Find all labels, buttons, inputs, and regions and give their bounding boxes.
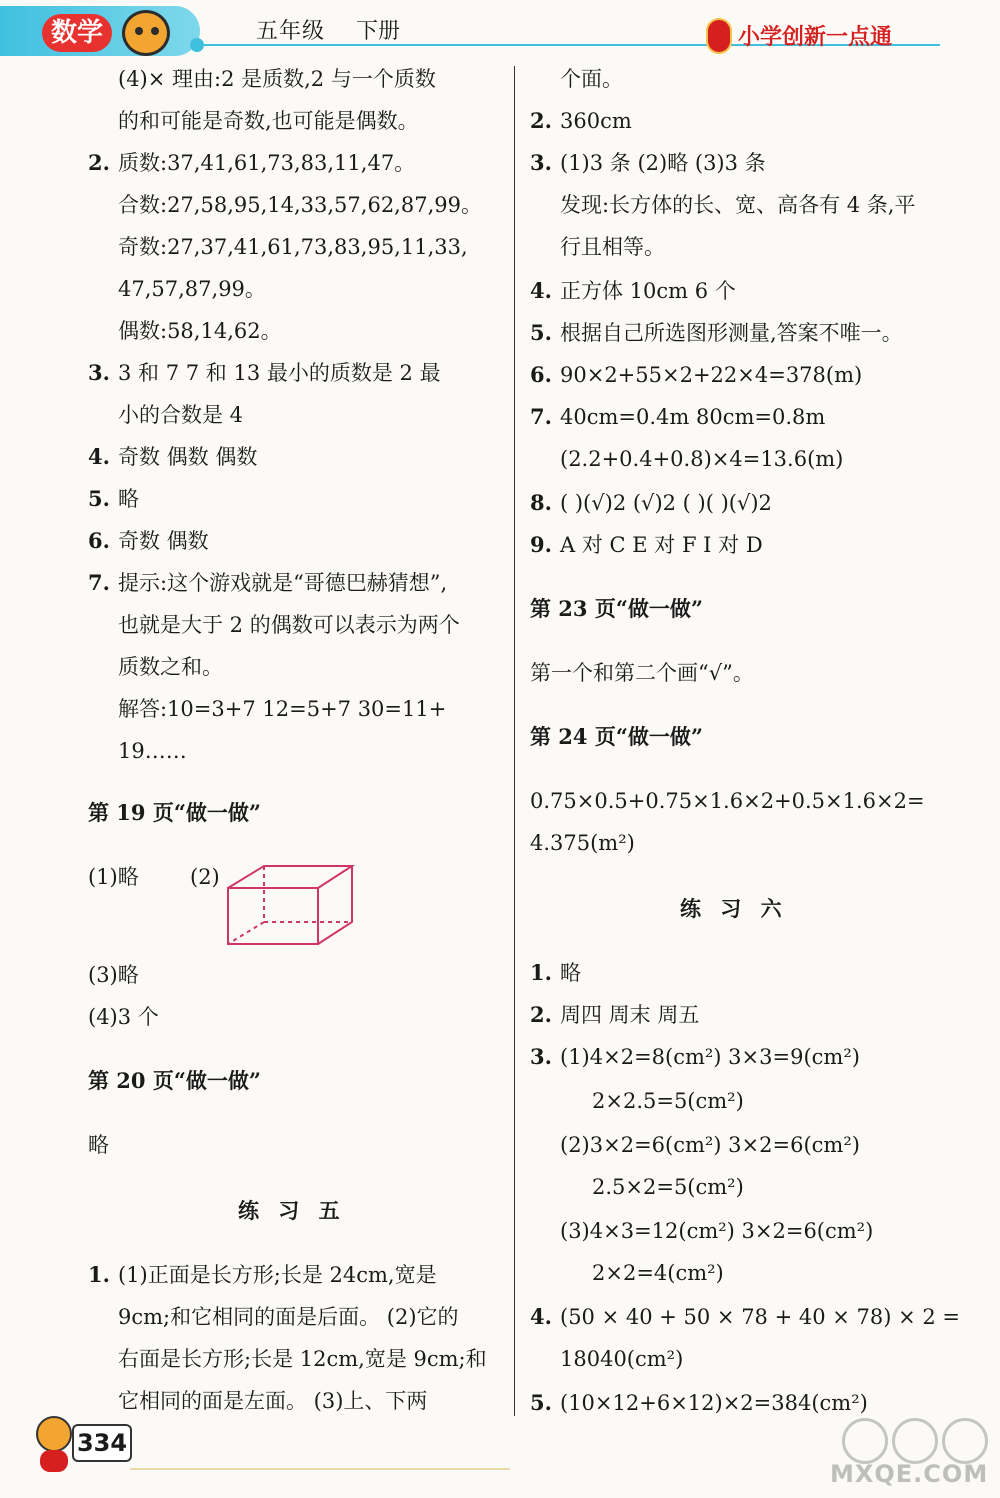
answer-line: 0.75×0.5+0.75×1.6×2+0.5×1.6×2= bbox=[530, 789, 925, 813]
subject-logo: 数学 bbox=[42, 14, 112, 52]
answer-line: 略 bbox=[118, 487, 139, 511]
item-number: 2. bbox=[530, 108, 552, 133]
answer-line: 奇数 偶数 偶数 bbox=[118, 445, 258, 469]
footer-rule bbox=[130, 1468, 510, 1470]
answer-line: 个面。 bbox=[560, 67, 623, 91]
mascot-icon bbox=[122, 10, 170, 56]
exercise-title: 练 习 六 bbox=[680, 896, 788, 921]
item-number: 3. bbox=[530, 1044, 552, 1069]
page-number: 334 bbox=[72, 1424, 132, 1462]
item-number: 4. bbox=[88, 444, 110, 469]
answer-line: 小的合数是 4 bbox=[118, 403, 244, 427]
answer-line: 第一个和第二个画“√”。 bbox=[530, 661, 754, 685]
item-number: 1. bbox=[530, 960, 552, 985]
item-number: 7. bbox=[530, 404, 552, 429]
item-number: 3. bbox=[530, 150, 552, 175]
cuboid-top-face bbox=[228, 866, 352, 888]
answer-line: 奇数 偶数 bbox=[118, 529, 209, 553]
answer-line: 90×2+55×2+22×4=378(m) bbox=[560, 363, 863, 387]
answer-line: (2.2+0.4+0.8)×4=13.6(m) bbox=[560, 447, 844, 471]
item-number: 9. bbox=[530, 532, 552, 557]
answer-line: (1)正面是长方形;长是 24cm,宽是 bbox=[118, 1263, 437, 1287]
cuboid-figure bbox=[220, 862, 360, 952]
item-number: 6. bbox=[530, 362, 552, 387]
answer-line: 它相同的面是左面。 (3)上、下两 bbox=[118, 1389, 428, 1413]
section-heading: 第 20 页“做一做” bbox=[88, 1068, 262, 1093]
answer-line: 解答:10=3+7 12=5+7 30=11+ bbox=[118, 697, 447, 721]
header-dot bbox=[190, 38, 204, 52]
item-number: 2. bbox=[530, 1002, 552, 1027]
answer-line: 右面是长方形;长是 12cm,宽是 9cm;和 bbox=[118, 1347, 487, 1371]
brand-title: 小学创新一点通 bbox=[738, 25, 893, 50]
answer-line: 2.5×2=5(cm²) bbox=[592, 1175, 744, 1199]
item-number: 5. bbox=[88, 486, 110, 511]
section-heading: 第 23 页“做一做” bbox=[530, 596, 704, 621]
answer-line: (50 × 40 + 50 × 78 + 40 × 78) × 2 = bbox=[560, 1305, 961, 1329]
answer-line: 也就是大于 2 的偶数可以表示为两个 bbox=[118, 613, 460, 637]
section-heading: 第 19 页“做一做” bbox=[88, 800, 262, 825]
answer-line: (1)4×2=8(cm²) 3×3=9(cm²) bbox=[560, 1045, 860, 1069]
answer-line: (3)4×3=12(cm²) 3×2=6(cm²) bbox=[560, 1219, 874, 1243]
item-number: 6. bbox=[88, 528, 110, 553]
answer-line: 40cm=0.4m 80cm=0.8m bbox=[560, 405, 826, 429]
answer-line: 周四 周末 周五 bbox=[560, 1003, 700, 1027]
footer-mascot-body bbox=[40, 1450, 68, 1472]
answer-line: (1)3 条 (2)略 (3)3 条 bbox=[560, 151, 766, 175]
answer-line: 47,57,87,99。 bbox=[118, 277, 266, 301]
answer-line: 360cm bbox=[560, 109, 632, 133]
item-number: 4. bbox=[530, 278, 552, 303]
grade-label: 五年级 bbox=[256, 19, 326, 44]
answer-line: 的和可能是奇数,也可能是偶数。 bbox=[118, 109, 419, 133]
answer-line: 行且相等。 bbox=[560, 235, 665, 259]
answer-line: A 对 C E 对 F I 对 D bbox=[560, 533, 763, 557]
answer-line: 根据自己所选图形测量,答案不唯一。 bbox=[560, 321, 903, 345]
column-divider bbox=[514, 66, 515, 1416]
item-number: 8. bbox=[530, 490, 552, 515]
item-number: 1. bbox=[88, 1262, 110, 1287]
answer-line: 质数之和。 bbox=[118, 655, 223, 679]
answer-line: 4.375(m²) bbox=[530, 831, 635, 855]
answer-line: 2×2.5=5(cm²) bbox=[592, 1089, 744, 1113]
watermark-text: MXQE.COM bbox=[830, 1460, 989, 1488]
answer-line: 质数:37,41,61,73,83,11,47。 bbox=[118, 151, 416, 175]
brand-badge-icon bbox=[706, 18, 732, 54]
answer-line: (4)3 个 bbox=[88, 1005, 159, 1029]
item-number: 7. bbox=[88, 570, 110, 595]
answer-line: 奇数:27,37,41,61,73,83,95,11,33, bbox=[118, 235, 468, 259]
answer-line: 9cm;和它相同的面是后面。 (2)它的 bbox=[118, 1305, 459, 1329]
answer-line: (10×12+6×12)×2=384(cm²) bbox=[560, 1391, 868, 1415]
answer-line: (4)× 理由:2 是质数,2 与一个质数 bbox=[118, 67, 436, 91]
answer-line: 19…… bbox=[118, 739, 187, 763]
answer-line: (2)3×2=6(cm²) 3×2=6(cm²) bbox=[560, 1133, 860, 1157]
footer-mascot-icon bbox=[36, 1416, 72, 1452]
answer-line: (1)略 bbox=[88, 865, 139, 889]
page-header bbox=[0, 0, 1000, 62]
item-number: 5. bbox=[530, 320, 552, 345]
item-number: 4. bbox=[530, 1304, 552, 1329]
watermark-logo bbox=[822, 1418, 992, 1488]
answer-line: 偶数:58,14,62。 bbox=[118, 319, 282, 343]
answer-line: 3 和 7 7 和 13 最小的质数是 2 最 bbox=[118, 361, 441, 385]
answer-line: 正方体 10cm 6 个 bbox=[560, 279, 736, 303]
answer-line: 发现:长方体的长、宽、高各有 4 条,平 bbox=[560, 193, 916, 217]
answer-line: 18040(cm²) bbox=[560, 1347, 684, 1371]
section-heading: 第 24 页“做一做” bbox=[530, 724, 704, 749]
volume-label: 下册 bbox=[356, 19, 401, 44]
answer-line: 提示:这个游戏就是“哥德巴赫猜想”, bbox=[118, 571, 448, 595]
answer-line: 2×2=4(cm²) bbox=[592, 1261, 724, 1285]
answer-line: 略 bbox=[88, 1133, 109, 1157]
answer-line: 略 bbox=[560, 961, 581, 985]
exercise-title: 练 习 五 bbox=[238, 1198, 346, 1223]
answer-line: (3)略 bbox=[88, 963, 139, 987]
item-number: 2. bbox=[88, 150, 110, 175]
item-number: 3. bbox=[88, 360, 110, 385]
answer-line: (2) bbox=[190, 865, 220, 889]
answer-line: 合数:27,58,95,14,33,57,62,87,99。 bbox=[118, 193, 482, 217]
answer-line: ( )(√)2 (√)2 ( )( )(√)2 bbox=[560, 491, 772, 515]
item-number: 5. bbox=[530, 1390, 552, 1415]
